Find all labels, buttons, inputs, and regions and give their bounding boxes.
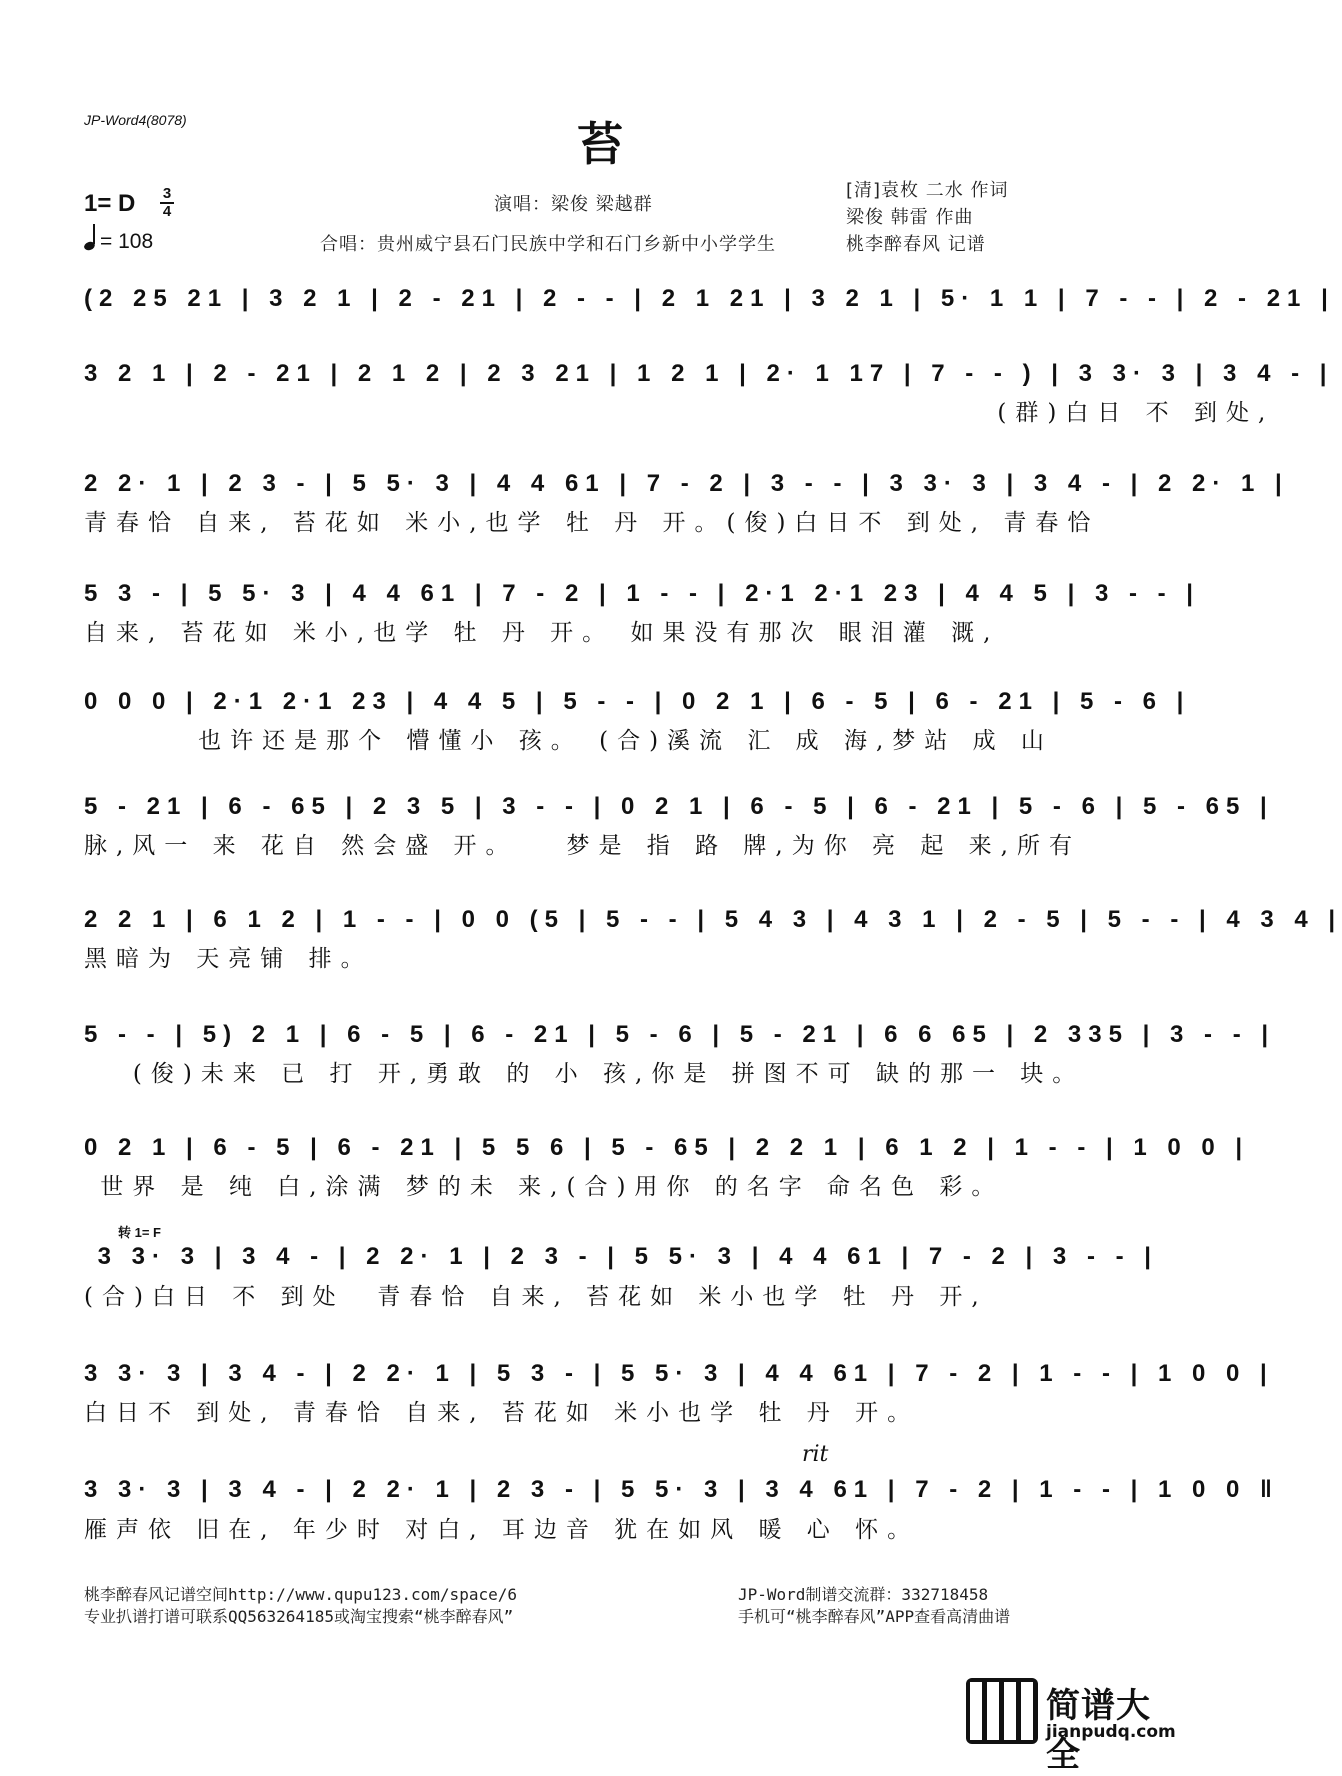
quarter-note-stem <box>93 224 95 244</box>
site-logo <box>966 1678 1176 1775</box>
lyrics-line-7: 黑暗为 天亮铺 排。 <box>84 946 373 972</box>
footer-group: JP-Word制谱交流群：332718458 <box>738 1585 989 1604</box>
lyricist-credit: [清]袁枚 二水 作词 <box>846 180 1009 201</box>
footer-website: 桃李醉春风记谱空间http://www.qupu123.com/space/6 <box>84 1585 517 1604</box>
piano-keys-icon <box>966 1678 1038 1744</box>
composer-credit: 梁俊 韩雷 作曲 <box>846 207 974 228</box>
software-label: JP-Word4(8078) <box>84 112 187 128</box>
lyrics-line-2: (群)白日 不 到处, <box>84 400 1275 426</box>
lyrics-line-12: 雁声依 旧在, 年少时 对白, 耳边音 犹在如风 暖 心 怀。 <box>84 1517 920 1543</box>
lyrics-line-3: 青春恰 自来, 苔花如 米小,也学 牡 丹 开。(俊)白日不 到处, 青春恰 <box>84 510 1100 536</box>
tempo-value: = 108 <box>100 230 154 253</box>
notation-line-9: 0 2 1 | 6 - 5 | 6 - 21 | 5 5 6 | 5 - 65 | 2 2 1 | 6 1 2 | 1 - - | 1 0 0 | <box>84 1134 1250 1161</box>
notation-line-3: 2 2· 1 | 2 3 - | 5 5· 3 | 4 4 61 | 7 - 2 | 3 - - | 3 3· 3 | 3 4 - | 2 2· 1 | <box>84 470 1289 497</box>
notation-line-11: 3 3· 3 | 3 4 - | 2 2· 1 | 5 3 - | 5 5· 3 | 4 4 61 | 7 - 2 | 1 - - | 1 0 0 | <box>84 1360 1274 1387</box>
time-signature <box>160 186 174 220</box>
notation-line-4: 5 3 - | 5 5· 3 | 4 4 61 | 7 - 2 | 1 - - | 2·1 2·1 23 | 4 4 5 | 3 - - | <box>84 580 1201 607</box>
time-signature-top: 3 <box>162 185 172 202</box>
lyrics-line-9: 世界 是 纯 白,涂满 梦的未 来,(合)用你 的名字 命名色 彩。 <box>84 1174 1004 1200</box>
key-signature: 1= D <box>84 190 136 217</box>
lyrics-line-4: 自来, 苔花如 米小,也学 牡 丹 开。 如果没有那次 眼泪灌 溉, <box>84 620 1000 646</box>
time-signature-bottom: 4 <box>162 203 172 220</box>
lyrics-line-6: 脉,风一 来 花自 然会盛 开。 梦是 指 路 牌,为你 亮 起 来,所有 <box>84 833 1081 859</box>
singers-credit: 演唱：梁俊 梁越群 <box>494 194 653 215</box>
notation-line-10: 3 3· 3 | 3 4 - | 2 2· 1 | 2 3 - | 5 5· 3 | 4 4 61 | 7 - 2 | 3 - - | <box>84 1243 1158 1270</box>
notation-line-12: 3 3· 3 | 3 4 - | 2 2· 1 | 2 3 - | 5 5· 3 | 3 4 61 | 7 - 2 | 1 - - | 1 0 0 ‖ <box>84 1476 1279 1503</box>
notation-line-2: 3 2 1 | 2 - 21 | 2 1 2 | 2 3 21 | 1 2 1 | 2· 1 17 | 7 - - ) | 3 3· 3 | 3 4 - | <box>84 360 1334 387</box>
lyrics-line-8: (俊)未来 已 打 开,勇敢 的 小 孩,你是 拼图不可 缺的那一 块。 <box>84 1061 1085 1087</box>
chorus-credit: 合唱：贵州威宁县石门民族中学和石门乡新中小学学生 <box>320 234 776 255</box>
notation-line-6: 5 - 21 | 6 - 65 | 2 3 5 | 3 - - | 0 2 1 | 6 - 5 | 6 - 21 | 5 - 6 | 5 - 65 | <box>84 793 1274 820</box>
notation-line-7: 2 2 1 | 6 1 2 | 1 - - | 0 0 (5 | 5 - - | 5 4 3 | 4 3 1 | 2 - 5 | 5 - - | 4 3 4 | <box>84 906 1342 933</box>
transcriber-credit: 桃李醉春风 记谱 <box>846 234 986 255</box>
footer-contact: 专业扒谱打谱可联系QQ563264185或淘宝搜索“桃李醉春风” <box>84 1607 514 1626</box>
lyrics-line-11: 白日不 到处, 青春恰 自来, 苔花如 米小也学 牡 丹 开。 <box>84 1400 920 1426</box>
modulation-marking: 转 1= F <box>118 1225 161 1240</box>
footer-app: 手机可“桃李醉春风”APP查看高清曲谱 <box>738 1607 1011 1626</box>
ritardando-marking: rit <box>802 1442 829 1467</box>
logo-name: 简谱大全 <box>1046 1686 1151 1775</box>
lyrics-line-5: 也许还是那个 懵懂小 孩。 (合)溪流 汇 成 海,梦站 成 山 <box>84 728 1053 754</box>
notation-line-8: 5 - - | 5) 2 1 | 6 - 5 | 6 - 21 | 5 - 6 | 5 - 21 | 6 6 65 | 2 335 | 3 - - | <box>84 1021 1276 1048</box>
logo-url: jianpudq.com <box>1046 1722 1176 1742</box>
lyrics-line-10: (合)白日 不 到处 青春恰 自来, 苔花如 米小也学 牡 丹 开, <box>84 1284 988 1310</box>
notation-line-1: (2 25 21 | 3 2 1 | 2 - 21 | 2 - - | 2 1 21 | 3 2 1 | 5· 1 1 | 7 - - | 2 - 21 | <box>84 285 1335 312</box>
tempo-marking <box>84 228 153 254</box>
notation-line-5: 0 0 0 | 2·1 2·1 23 | 4 4 5 | 5 - - | 0 2 1 | 6 - 5 | 6 - 21 | 5 - 6 | <box>84 688 1191 715</box>
song-title: 苔 <box>577 117 623 171</box>
